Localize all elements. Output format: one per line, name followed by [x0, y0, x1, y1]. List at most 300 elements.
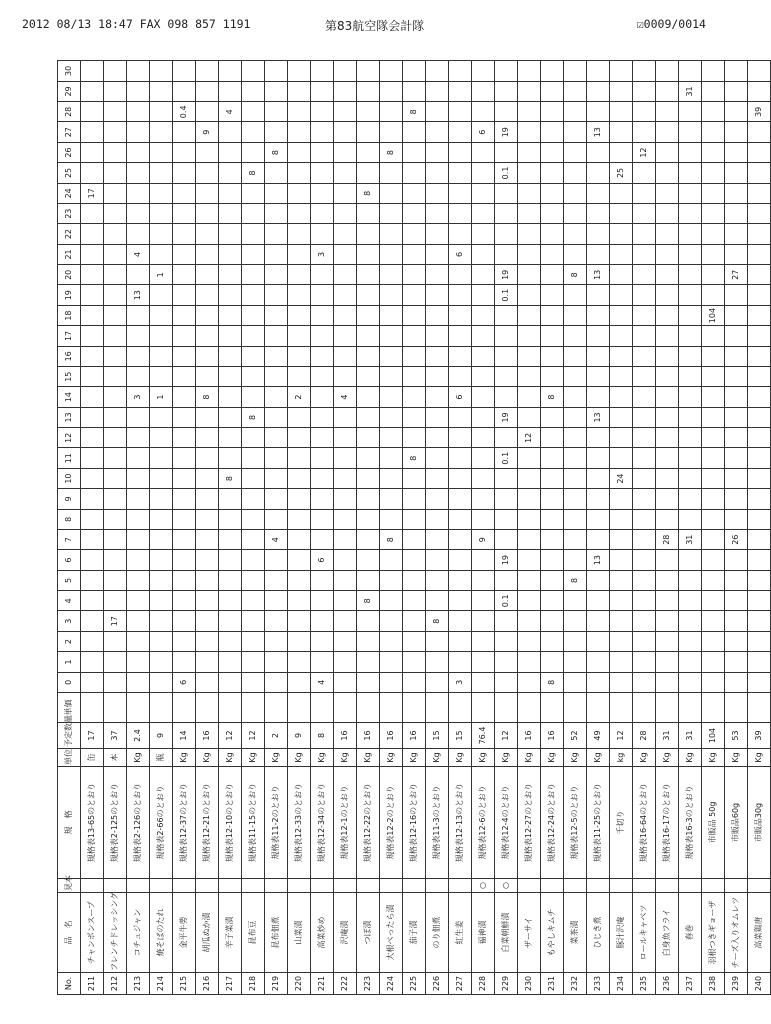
item-name: つぼ漬: [357, 893, 380, 973]
item-name: 白身魚フライ: [656, 893, 679, 973]
day-cell: [679, 346, 702, 366]
header-day: 11: [58, 448, 81, 468]
table-row: [403, 61, 426, 995]
day-cell: 19: [495, 265, 518, 285]
day-cell: [679, 244, 702, 264]
day-cell: [334, 570, 357, 590]
day-cell: [150, 244, 173, 264]
day-cell: [541, 631, 564, 651]
day-cell: [196, 652, 219, 672]
header-day: 9: [58, 489, 81, 509]
item-unit: Kg: [518, 749, 541, 767]
day-cell: [633, 387, 656, 407]
day-cell: [357, 387, 380, 407]
day-cell: 0.1: [495, 448, 518, 468]
day-cell: [472, 631, 495, 651]
day-cell: [702, 530, 725, 550]
day-cell: [380, 244, 403, 264]
day-cell: [702, 591, 725, 611]
row-number: 238: [702, 973, 725, 995]
day-cell: [426, 61, 449, 82]
day-cell: [610, 489, 633, 509]
table-row: [656, 61, 679, 995]
day-cell: [633, 530, 656, 550]
day-cell: [219, 81, 242, 101]
day-cell: [679, 326, 702, 346]
day-cell: [403, 387, 426, 407]
day-cell: [679, 61, 702, 82]
row-number: 227: [449, 973, 472, 995]
day-cell: [725, 81, 748, 101]
day-cell: [380, 611, 403, 631]
day-cell: [449, 407, 472, 427]
day-cell: [403, 224, 426, 244]
day-cell: [633, 305, 656, 325]
day-cell: [127, 468, 150, 488]
day-cell: [150, 652, 173, 672]
day-cell: [357, 530, 380, 550]
header-day: 25: [58, 163, 81, 183]
day-cell: [242, 285, 265, 305]
day-cell: [610, 530, 633, 550]
day-cell: [173, 652, 196, 672]
day-cell: [725, 448, 748, 468]
day-cell: [196, 61, 219, 82]
day-cell: [357, 285, 380, 305]
item-name: 羽根つきギョーザ: [702, 893, 725, 973]
day-cell: [265, 387, 288, 407]
day-cell: [150, 163, 173, 183]
day-cell: [656, 468, 679, 488]
day-cell: [334, 183, 357, 203]
day-cell: [127, 428, 150, 448]
table-row: [311, 61, 334, 995]
day-cell: [426, 652, 449, 672]
table-row: [127, 61, 150, 995]
day-cell: [449, 489, 472, 509]
header-day: 8: [58, 509, 81, 529]
day-cell: 12: [518, 428, 541, 448]
day-cell: [610, 631, 633, 651]
day-cell: [725, 305, 748, 325]
day-cell: [150, 570, 173, 590]
item-spec: 規格表11-2のとおり: [265, 767, 288, 879]
day-cell: [679, 142, 702, 162]
day-cell: [541, 407, 564, 427]
day-cell: [265, 122, 288, 142]
day-cell: [242, 204, 265, 224]
day-cell: [196, 407, 219, 427]
day-cell: [564, 367, 587, 387]
day-cell: [426, 468, 449, 488]
day-cell: [702, 367, 725, 387]
day-cell: [357, 489, 380, 509]
day-cell: [495, 611, 518, 631]
day-cell: [748, 489, 771, 509]
day-cell: 13: [587, 550, 610, 570]
day-cell: [219, 204, 242, 224]
unit-price: [748, 693, 771, 723]
row-number: 222: [334, 973, 357, 995]
item-spec: 規格表2-126のとおり: [127, 767, 150, 879]
header-day: 13: [58, 407, 81, 427]
day-cell: [633, 448, 656, 468]
unit-price: [426, 693, 449, 723]
item-name: 昆布佃煮: [265, 893, 288, 973]
day-cell: [679, 265, 702, 285]
day-cell: [242, 326, 265, 346]
day-cell: [656, 142, 679, 162]
day-cell: [426, 387, 449, 407]
day-cell: [518, 183, 541, 203]
day-cell: [748, 326, 771, 346]
day-cell: [288, 81, 311, 101]
item-unit: Kg: [426, 749, 449, 767]
day-cell: [288, 631, 311, 651]
day-cell: 27: [725, 265, 748, 285]
day-cell: [265, 448, 288, 468]
header-day: 5: [58, 570, 81, 590]
day-cell: [150, 550, 173, 570]
item-unit: Kg: [725, 749, 748, 767]
day-cell: [219, 163, 242, 183]
day-cell: [334, 122, 357, 142]
day-cell: [173, 142, 196, 162]
day-cell: [311, 183, 334, 203]
day-cell: [702, 509, 725, 529]
day-cell: [380, 468, 403, 488]
day-cell: [288, 570, 311, 590]
day-cell: [173, 530, 196, 550]
day-cell: [426, 591, 449, 611]
day-cell: [426, 489, 449, 509]
day-cell: 9: [196, 122, 219, 142]
item-unit: Kg: [288, 749, 311, 767]
item-unit: Kg: [679, 749, 702, 767]
day-cell: [564, 468, 587, 488]
day-cell: [127, 509, 150, 529]
unit-price: [403, 693, 426, 723]
sample-mark: [541, 879, 564, 893]
day-cell: [104, 407, 127, 427]
day-cell: [334, 672, 357, 692]
day-cell: [403, 611, 426, 631]
day-cell: [426, 102, 449, 122]
day-cell: 8: [403, 448, 426, 468]
day-cell: [127, 530, 150, 550]
header-day: 21: [58, 244, 81, 264]
row-number: 232: [564, 973, 587, 995]
day-cell: [656, 244, 679, 264]
day-cell: [334, 102, 357, 122]
day-cell: [748, 530, 771, 550]
day-cell: [587, 224, 610, 244]
day-cell: [449, 468, 472, 488]
fax-header: [0, 0, 724, 40]
day-cell: 8: [564, 570, 587, 590]
day-cell: [702, 672, 725, 692]
row-number: 231: [541, 973, 564, 995]
day-cell: [81, 305, 104, 325]
day-cell: [265, 550, 288, 570]
day-cell: [196, 346, 219, 366]
day-cell: [265, 346, 288, 366]
day-cell: [104, 163, 127, 183]
day-cell: [587, 346, 610, 366]
day-cell: [541, 81, 564, 101]
unit-price: [81, 693, 104, 723]
day-cell: [518, 448, 541, 468]
unit-price: [334, 693, 357, 723]
unit-price: [725, 693, 748, 723]
day-cell: [587, 81, 610, 101]
day-cell: [564, 631, 587, 651]
day-cell: [679, 428, 702, 448]
day-cell: [196, 550, 219, 570]
item-unit: Kg: [311, 749, 334, 767]
day-cell: [127, 61, 150, 82]
day-cell: [633, 346, 656, 366]
day-cell: [656, 509, 679, 529]
day-cell: [104, 346, 127, 366]
row-number: 234: [610, 973, 633, 995]
day-cell: [265, 204, 288, 224]
day-cell: [748, 570, 771, 590]
sample-mark: [748, 879, 771, 893]
day-cell: [219, 407, 242, 427]
table-row: [633, 61, 656, 995]
day-cell: [725, 244, 748, 264]
day-cell: [357, 163, 380, 183]
day-cell: [334, 163, 357, 183]
sample-mark: [311, 879, 334, 893]
day-cell: [449, 163, 472, 183]
day-cell: 8: [196, 387, 219, 407]
day-cell: [150, 204, 173, 224]
day-cell: [449, 122, 472, 142]
planned-qty: 16: [357, 723, 380, 749]
day-cell: [472, 448, 495, 468]
planned-qty: 14: [173, 723, 196, 749]
table-row: [357, 61, 380, 995]
day-cell: [127, 305, 150, 325]
day-cell: [173, 204, 196, 224]
day-cell: [495, 428, 518, 448]
day-cell: [656, 305, 679, 325]
item-name: 高菜炒め: [311, 893, 334, 973]
table-row: [472, 61, 495, 995]
day-cell: [81, 448, 104, 468]
day-cell: [610, 407, 633, 427]
day-cell: [81, 265, 104, 285]
day-cell: [587, 631, 610, 651]
unit-price: [564, 693, 587, 723]
day-cell: [518, 550, 541, 570]
sample-mark: [564, 879, 587, 893]
day-cell: [725, 204, 748, 224]
planned-qty: 2.4: [127, 723, 150, 749]
day-cell: [265, 265, 288, 285]
day-cell: [242, 142, 265, 162]
day-cell: [610, 285, 633, 305]
day-cell: [679, 407, 702, 427]
day-cell: [81, 204, 104, 224]
day-cell: [748, 509, 771, 529]
day-cell: [725, 183, 748, 203]
day-cell: [518, 122, 541, 142]
day-cell: [380, 652, 403, 672]
day-cell: 6: [449, 387, 472, 407]
day-cell: [311, 102, 334, 122]
day-cell: [633, 326, 656, 346]
day-cell: [541, 142, 564, 162]
day-cell: [196, 265, 219, 285]
day-cell: [150, 346, 173, 366]
planned-qty: 37: [104, 723, 127, 749]
item-spec: 規格表12-24のとおり: [541, 767, 564, 879]
day-cell: [288, 468, 311, 488]
day-cell: [288, 265, 311, 285]
day-cell: [357, 672, 380, 692]
day-cell: [242, 183, 265, 203]
day-cell: [288, 591, 311, 611]
planned-qty: 52: [564, 723, 587, 749]
day-cell: [403, 265, 426, 285]
day-cell: [334, 204, 357, 224]
day-cell: [311, 387, 334, 407]
day-cell: [725, 591, 748, 611]
day-cell: [449, 530, 472, 550]
day-cell: [679, 631, 702, 651]
day-cell: [702, 346, 725, 366]
day-cell: [472, 591, 495, 611]
row-number: 214: [150, 973, 173, 995]
day-cell: [610, 102, 633, 122]
day-cell: [587, 570, 610, 590]
day-cell: [219, 285, 242, 305]
item-unit: Kg: [702, 749, 725, 767]
item-unit: kg: [610, 749, 633, 767]
day-cell: 19: [495, 122, 518, 142]
item-unit: Kg: [127, 749, 150, 767]
day-cell: [357, 652, 380, 672]
day-cell: [702, 652, 725, 672]
day-cell: [219, 183, 242, 203]
day-cell: [495, 204, 518, 224]
day-cell: [104, 530, 127, 550]
header-day: 23: [58, 204, 81, 224]
day-cell: [127, 183, 150, 203]
delivery-schedule-table: [57, 60, 771, 995]
day-cell: [380, 428, 403, 448]
planned-qty: 17: [81, 723, 104, 749]
day-cell: [449, 183, 472, 203]
row-number: 223: [357, 973, 380, 995]
day-cell: [587, 611, 610, 631]
item-unit: Kg: [541, 749, 564, 767]
day-cell: [656, 611, 679, 631]
day-cell: [127, 631, 150, 651]
day-cell: 8: [403, 102, 426, 122]
day-cell: [541, 244, 564, 264]
day-cell: 8: [541, 387, 564, 407]
table-row: [334, 61, 357, 995]
day-cell: [495, 183, 518, 203]
unit-price: [518, 693, 541, 723]
day-cell: [357, 468, 380, 488]
day-cell: [150, 142, 173, 162]
day-cell: [311, 265, 334, 285]
day-cell: [311, 305, 334, 325]
day-cell: [702, 387, 725, 407]
schedule-sheet: [57, 60, 763, 995]
day-cell: [288, 530, 311, 550]
day-cell: 17: [81, 183, 104, 203]
day-cell: [748, 61, 771, 82]
day-cell: [104, 631, 127, 651]
day-cell: [380, 305, 403, 325]
day-cell: [495, 326, 518, 346]
day-cell: [472, 326, 495, 346]
planned-qty: 15: [449, 723, 472, 749]
day-cell: [242, 61, 265, 82]
item-unit: 缶: [81, 749, 104, 767]
day-cell: [196, 163, 219, 183]
day-cell: 0.1: [495, 591, 518, 611]
item-spec: 規格表2-66のとおり: [150, 767, 173, 879]
day-cell: 1: [150, 387, 173, 407]
day-cell: [472, 346, 495, 366]
day-cell: [725, 468, 748, 488]
day-cell: 1: [150, 265, 173, 285]
day-cell: 8: [380, 142, 403, 162]
day-cell: [679, 285, 702, 305]
sample-mark: [679, 879, 702, 893]
day-cell: [702, 183, 725, 203]
day-cell: [81, 81, 104, 101]
day-cell: [196, 489, 219, 509]
day-cell: [472, 81, 495, 101]
day-cell: [633, 122, 656, 142]
day-cell: 24: [610, 468, 633, 488]
day-cell: 8: [357, 591, 380, 611]
item-unit: Kg: [449, 749, 472, 767]
day-cell: [748, 591, 771, 611]
day-cell: [587, 244, 610, 264]
day-cell: [564, 163, 587, 183]
day-cell: [334, 305, 357, 325]
day-cell: [311, 122, 334, 142]
sample-mark: [518, 879, 541, 893]
day-cell: [380, 346, 403, 366]
header-day: 4: [58, 591, 81, 611]
day-cell: [219, 387, 242, 407]
table-row: [679, 61, 702, 995]
day-cell: [426, 631, 449, 651]
day-cell: [196, 367, 219, 387]
day-cell: [656, 387, 679, 407]
day-cell: [403, 672, 426, 692]
day-cell: [81, 570, 104, 590]
day-cell: [633, 285, 656, 305]
day-cell: [725, 570, 748, 590]
header-day: 27: [58, 122, 81, 142]
day-cell: [495, 570, 518, 590]
day-cell: [242, 346, 265, 366]
day-cell: [449, 591, 472, 611]
day-cell: [196, 672, 219, 692]
day-cell: [81, 367, 104, 387]
